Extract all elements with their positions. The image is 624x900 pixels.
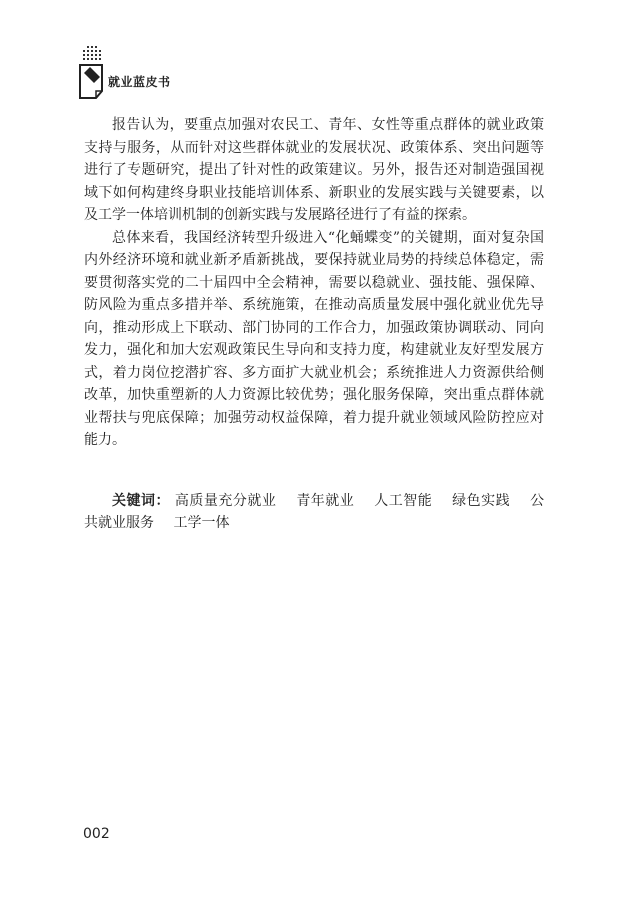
keyword: 公共就业服务 xyxy=(84,492,545,531)
book-logo-icon xyxy=(78,46,104,102)
keyword: 青年就业 xyxy=(296,492,355,509)
paragraph: 报告认为，要重点加强对农民工、青年、女性等重点群体的就业政策支持与服务，从而针对这些群体就业的发展状况、政策体系、突出问题等进行了专题研究，提出了针对性的政策建议。另外，报告还对制造强国视域下如何构建终身职业技能培训体系、新职业的发展实践与关键要素，以及工学一体培训机制的创新实践与发展路径进行了有益的探索。 xyxy=(84,117,544,223)
keywords-label: 关键词： xyxy=(112,492,170,509)
keyword: 高质量充分就业 xyxy=(174,492,277,509)
keyword: 绿色实践 xyxy=(452,492,511,509)
abstract-body xyxy=(84,114,544,535)
page-number: 002 xyxy=(83,826,110,842)
keywords-section xyxy=(84,490,544,535)
keyword: 工学一体 xyxy=(173,515,230,531)
running-header xyxy=(78,46,238,102)
paragraph: 总体来看，我国经济转型升级进入“化蛹蝶变”的关键期，面对复杂国内外经济环境和就业新矛盾新挑战，要保持就业局势的持续总体稳定，需要贯彻落实党的二十届四中全会精神，需要以稳就业、强技能、强保障、防风险为重点多措并举、系统施策，在推动高质量发展中强化就业优先导向，推动形成上下联动、部门协同的工作合力，加强政策协调联动、同向发力，强化和加大宏观政策民生导向和支持力度，构建就业友好型发展方式，着力岗位挖潜扩容、多方面扩大就业机会；系统推进人力资源供给侧改革，加快重塑新的人力资源比较优势；强化服务保障，突出重点群体就业帮扶与兜底保障；加强劳动权益保障，着力提升就业领域风险防控应对能力。 xyxy=(84,229,544,448)
keyword: 人工智能 xyxy=(374,492,433,509)
series-title: 就业蓝皮书 xyxy=(108,75,171,89)
